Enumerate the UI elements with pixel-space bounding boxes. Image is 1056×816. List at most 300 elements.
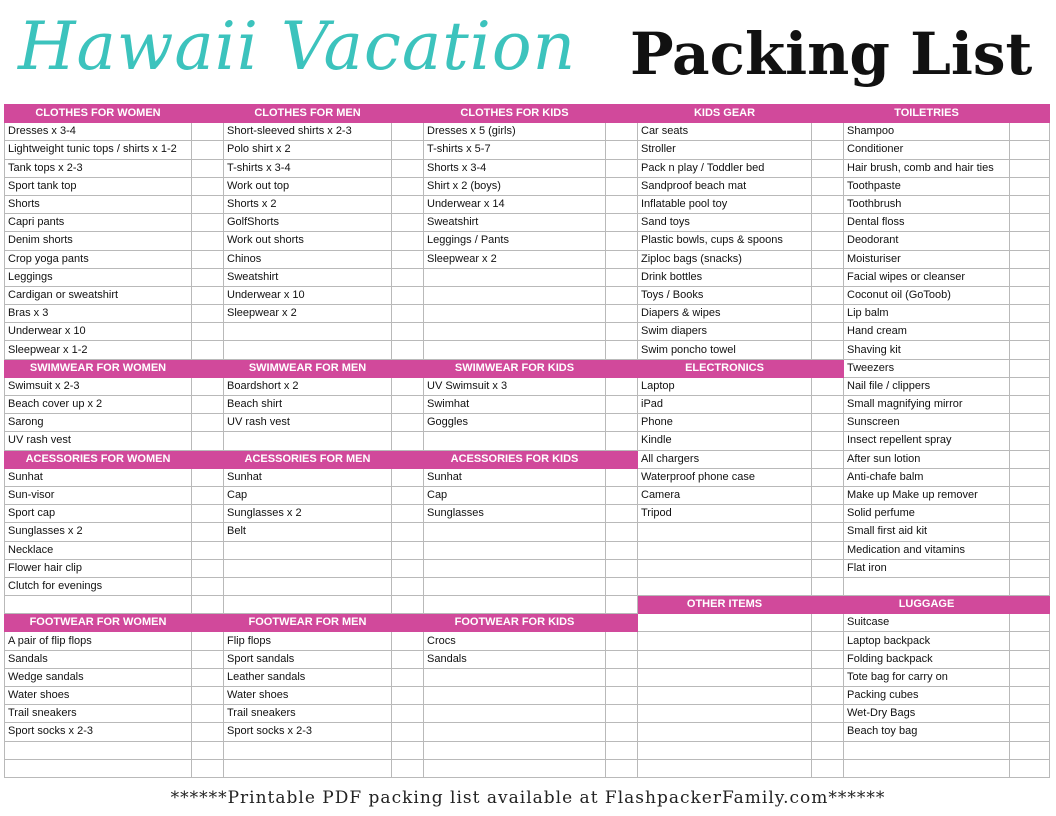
check-cell [606, 177, 638, 195]
item-cell [224, 577, 392, 595]
item-cell: Dresses x 5 (girls) [424, 123, 606, 141]
check-cell [812, 141, 844, 159]
item-cell: Shaving kit [844, 341, 1010, 359]
check-cell [192, 741, 224, 759]
item-cell: Sand toys [638, 214, 812, 232]
check-cell [812, 468, 844, 486]
section-header: FOOTWEAR FOR MEN [224, 614, 392, 632]
section-header: TOILETRIES [844, 105, 1010, 123]
check-cell [606, 432, 638, 450]
check-cell [192, 559, 224, 577]
table-row [5, 541, 1050, 559]
item-cell [424, 286, 606, 304]
item-cell [844, 577, 1010, 595]
check-cell [392, 432, 424, 450]
item-cell [424, 323, 606, 341]
item-cell: Clutch for evenings [5, 577, 192, 595]
check-cell [392, 759, 424, 777]
check-cell [1010, 141, 1050, 159]
check-cell [606, 759, 638, 777]
section-header-fill [392, 359, 424, 377]
item-cell: Short-sleeved shirts x 2-3 [224, 123, 392, 141]
check-cell [606, 687, 638, 705]
check-cell [606, 341, 638, 359]
table-row [5, 414, 1050, 432]
check-cell [192, 250, 224, 268]
item-cell [638, 577, 812, 595]
check-cell [392, 341, 424, 359]
item-cell [424, 305, 606, 323]
check-cell [392, 141, 424, 159]
item-cell: Insect repellent spray [844, 432, 1010, 450]
check-cell [192, 141, 224, 159]
check-cell [392, 195, 424, 213]
item-cell [638, 687, 812, 705]
check-cell [392, 577, 424, 595]
section-header: ACESSORIES FOR MEN [224, 450, 392, 468]
item-cell: Shorts x 3-4 [424, 159, 606, 177]
item-cell: Anti-chafe balm [844, 468, 1010, 486]
check-cell [812, 723, 844, 741]
item-cell: Lip balm [844, 305, 1010, 323]
table-row [5, 505, 1050, 523]
item-cell: Bras x 3 [5, 305, 192, 323]
item-cell: Tweezers [844, 359, 1010, 377]
item-cell: Denim shorts [5, 232, 192, 250]
table-row [5, 687, 1050, 705]
item-cell: Underwear x 10 [224, 286, 392, 304]
table-row [5, 268, 1050, 286]
item-cell [224, 759, 392, 777]
item-cell [424, 523, 606, 541]
item-cell: Water shoes [5, 687, 192, 705]
item-cell: Laptop [638, 377, 812, 395]
item-cell [424, 559, 606, 577]
section-header-fill [812, 105, 844, 123]
check-cell [1010, 232, 1050, 250]
check-cell [812, 432, 844, 450]
check-cell [812, 414, 844, 432]
check-cell [1010, 577, 1050, 595]
check-cell [192, 414, 224, 432]
item-cell [638, 541, 812, 559]
check-cell [1010, 414, 1050, 432]
packing-list-table [4, 104, 1050, 778]
check-cell [606, 668, 638, 686]
item-cell: Swimsuit x 2-3 [5, 377, 192, 395]
item-cell: Cap [424, 486, 606, 504]
check-cell [1010, 432, 1050, 450]
item-cell: Boardshort x 2 [224, 377, 392, 395]
table-row [5, 650, 1050, 668]
item-cell: Sport cap [5, 505, 192, 523]
check-cell [1010, 650, 1050, 668]
check-cell [192, 286, 224, 304]
table-row [5, 195, 1050, 213]
check-cell [1010, 486, 1050, 504]
check-cell [812, 577, 844, 595]
check-cell [1010, 541, 1050, 559]
table-row [5, 305, 1050, 323]
item-cell [638, 614, 812, 632]
check-cell [1010, 723, 1050, 741]
item-cell: Laptop backpack [844, 632, 1010, 650]
item-cell: Chinos [224, 250, 392, 268]
check-cell [392, 486, 424, 504]
item-cell: Shorts [5, 195, 192, 213]
item-cell: Cardigan or sweatshirt [5, 286, 192, 304]
item-cell: Cap [224, 486, 392, 504]
item-cell [638, 668, 812, 686]
table-row [5, 632, 1050, 650]
check-cell [1010, 359, 1050, 377]
item-cell: Small first aid kit [844, 523, 1010, 541]
check-cell [1010, 123, 1050, 141]
item-cell [424, 577, 606, 595]
item-cell: Crocs [424, 632, 606, 650]
check-cell [192, 523, 224, 541]
item-cell: T-shirts x 3-4 [224, 159, 392, 177]
item-cell: Hair brush, comb and hair ties [844, 159, 1010, 177]
item-cell: Belt [224, 523, 392, 541]
check-cell [1010, 305, 1050, 323]
item-cell: GolfShorts [224, 214, 392, 232]
check-cell [192, 596, 224, 614]
check-cell [606, 650, 638, 668]
check-cell [812, 250, 844, 268]
section-header: OTHER ITEMS [638, 596, 812, 614]
section-header-fill [812, 359, 844, 377]
check-cell [392, 505, 424, 523]
item-cell: Phone [638, 414, 812, 432]
check-cell [392, 159, 424, 177]
table-row [5, 232, 1050, 250]
table-row [5, 759, 1050, 777]
check-cell [606, 123, 638, 141]
check-cell [812, 650, 844, 668]
section-header-fill [1010, 105, 1050, 123]
check-cell [1010, 396, 1050, 414]
item-cell [638, 723, 812, 741]
check-cell [812, 486, 844, 504]
item-cell: Necklace [5, 541, 192, 559]
check-cell [812, 177, 844, 195]
section-header: ELECTRONICS [638, 359, 812, 377]
check-cell [812, 268, 844, 286]
check-cell [192, 195, 224, 213]
item-cell: Sunglasses x 2 [5, 523, 192, 541]
item-cell [224, 341, 392, 359]
check-cell [1010, 614, 1050, 632]
footer-note: ******Printable PDF packing list available at FlashpackerFamily.com****** [170, 788, 886, 808]
check-cell [392, 541, 424, 559]
item-cell: Sunhat [224, 468, 392, 486]
check-cell [606, 159, 638, 177]
item-cell: Shampoo [844, 123, 1010, 141]
check-cell [606, 559, 638, 577]
check-cell [192, 214, 224, 232]
check-cell [1010, 268, 1050, 286]
item-cell: Sandals [5, 650, 192, 668]
check-cell [1010, 687, 1050, 705]
table-row [5, 341, 1050, 359]
item-cell [224, 559, 392, 577]
table-row [5, 559, 1050, 577]
item-cell: Shirt x 2 (boys) [424, 177, 606, 195]
item-cell: Pack n play / Toddler bed [638, 159, 812, 177]
check-cell [392, 741, 424, 759]
item-cell: Sport tank top [5, 177, 192, 195]
check-cell [606, 468, 638, 486]
item-cell: Toothbrush [844, 195, 1010, 213]
check-cell [606, 632, 638, 650]
table-row [5, 432, 1050, 450]
item-cell: Make up Make up remover [844, 486, 1010, 504]
section-header-fill [192, 359, 224, 377]
item-cell: Drink bottles [638, 268, 812, 286]
check-cell [812, 286, 844, 304]
check-cell [392, 650, 424, 668]
item-cell: Stroller [638, 141, 812, 159]
check-cell [192, 687, 224, 705]
item-cell: Toys / Books [638, 286, 812, 304]
check-cell [392, 632, 424, 650]
item-cell: Sun-visor [5, 486, 192, 504]
check-cell [1010, 450, 1050, 468]
item-cell [424, 596, 606, 614]
check-cell [192, 486, 224, 504]
item-cell: Car seats [638, 123, 812, 141]
item-cell [424, 668, 606, 686]
item-cell: Solid perfume [844, 505, 1010, 523]
section-header: LUGGAGE [844, 596, 1010, 614]
item-cell: Waterproof phone case [638, 468, 812, 486]
table-row [5, 377, 1050, 395]
item-cell: Flower hair clip [5, 559, 192, 577]
item-cell [424, 741, 606, 759]
item-cell: Tripod [638, 505, 812, 523]
table-row [5, 741, 1050, 759]
item-cell: Swim diapers [638, 323, 812, 341]
item-cell: Small magnifying mirror [844, 396, 1010, 414]
check-cell [606, 214, 638, 232]
check-cell [192, 468, 224, 486]
check-cell [812, 559, 844, 577]
item-cell: A pair of flip flops [5, 632, 192, 650]
check-cell [192, 650, 224, 668]
check-cell [392, 123, 424, 141]
check-cell [606, 541, 638, 559]
check-cell [1010, 705, 1050, 723]
item-cell: Sweatshirt [424, 214, 606, 232]
check-cell [1010, 559, 1050, 577]
check-cell [812, 632, 844, 650]
check-cell [392, 596, 424, 614]
check-cell [1010, 214, 1050, 232]
item-cell [638, 632, 812, 650]
item-cell [638, 759, 812, 777]
check-cell [606, 305, 638, 323]
item-cell: Kindle [638, 432, 812, 450]
item-cell [424, 723, 606, 741]
check-cell [812, 705, 844, 723]
check-cell [812, 614, 844, 632]
check-cell [812, 305, 844, 323]
item-cell: Tank tops x 2-3 [5, 159, 192, 177]
check-cell [392, 323, 424, 341]
check-cell [812, 377, 844, 395]
item-cell: Crop yoga pants [5, 250, 192, 268]
item-cell: UV Swimsuit x 3 [424, 377, 606, 395]
check-cell [192, 232, 224, 250]
item-cell [638, 705, 812, 723]
check-cell [606, 505, 638, 523]
check-cell [192, 377, 224, 395]
table-row [5, 450, 1050, 468]
item-cell: Flat iron [844, 559, 1010, 577]
item-cell [638, 741, 812, 759]
check-cell [812, 523, 844, 541]
item-cell: Goggles [424, 414, 606, 432]
check-cell [192, 123, 224, 141]
check-cell [392, 286, 424, 304]
item-cell [224, 323, 392, 341]
check-cell [392, 232, 424, 250]
item-cell: Sarong [5, 414, 192, 432]
item-cell [844, 759, 1010, 777]
check-cell [606, 232, 638, 250]
title-bold: Packing List [630, 20, 1033, 88]
check-cell [192, 668, 224, 686]
item-cell: Flip flops [224, 632, 392, 650]
item-cell: Sunhat [5, 468, 192, 486]
item-cell: Toothpaste [844, 177, 1010, 195]
item-cell: Sandproof beach mat [638, 177, 812, 195]
check-cell [606, 286, 638, 304]
title-script: Hawaii Vacation [18, 8, 577, 85]
item-cell: Sunhat [424, 468, 606, 486]
check-cell [1010, 523, 1050, 541]
table-row [5, 214, 1050, 232]
item-cell: Tote bag for carry on [844, 668, 1010, 686]
section-header-fill [606, 614, 638, 632]
section-header-fill [606, 450, 638, 468]
check-cell [812, 668, 844, 686]
item-cell: Polo shirt x 2 [224, 141, 392, 159]
item-cell: Wet-Dry Bags [844, 705, 1010, 723]
item-cell: Underwear x 14 [424, 195, 606, 213]
section-header-fill [392, 105, 424, 123]
section-header-fill [192, 614, 224, 632]
item-cell: Beach toy bag [844, 723, 1010, 741]
table-row [5, 705, 1050, 723]
section-header: FOOTWEAR FOR WOMEN [5, 614, 192, 632]
item-cell: Swim poncho towel [638, 341, 812, 359]
item-cell: Plastic bowls, cups & spoons [638, 232, 812, 250]
item-cell [424, 687, 606, 705]
item-cell: Nail file / clippers [844, 377, 1010, 395]
item-cell: Suitcase [844, 614, 1010, 632]
item-cell: Coconut oil (GoToob) [844, 286, 1010, 304]
item-cell [424, 341, 606, 359]
item-cell: Sunglasses x 2 [224, 505, 392, 523]
check-cell [606, 577, 638, 595]
item-cell: Dresses x 3-4 [5, 123, 192, 141]
check-cell [812, 195, 844, 213]
item-cell [224, 741, 392, 759]
item-cell [5, 759, 192, 777]
section-header-fill [192, 105, 224, 123]
check-cell [606, 523, 638, 541]
table-row [5, 596, 1050, 614]
item-cell: Conditioner [844, 141, 1010, 159]
check-cell [812, 232, 844, 250]
check-cell [192, 268, 224, 286]
item-cell: Swimhat [424, 396, 606, 414]
check-cell [392, 523, 424, 541]
check-cell [192, 723, 224, 741]
check-cell [192, 577, 224, 595]
check-cell [812, 396, 844, 414]
check-cell [192, 305, 224, 323]
page-title [0, 8, 1056, 98]
check-cell [812, 741, 844, 759]
check-cell [392, 377, 424, 395]
check-cell [606, 250, 638, 268]
item-cell: Packing cubes [844, 687, 1010, 705]
table-row [5, 614, 1050, 632]
item-cell: Sleepwear x 2 [424, 250, 606, 268]
check-cell [1010, 505, 1050, 523]
check-cell [1010, 377, 1050, 395]
check-cell [192, 177, 224, 195]
item-cell: UV rash vest [224, 414, 392, 432]
check-cell [606, 323, 638, 341]
item-cell: Shorts x 2 [224, 195, 392, 213]
section-header: CLOTHES FOR KIDS [424, 105, 606, 123]
item-cell [638, 523, 812, 541]
item-cell: Hand cream [844, 323, 1010, 341]
item-cell: Sandals [424, 650, 606, 668]
item-cell: iPad [638, 396, 812, 414]
item-cell: Sleepwear x 2 [224, 305, 392, 323]
item-cell: Capri pants [5, 214, 192, 232]
section-header: ACESSORIES FOR KIDS [424, 450, 606, 468]
table-row [5, 577, 1050, 595]
item-cell: Sunscreen [844, 414, 1010, 432]
item-cell [224, 541, 392, 559]
item-cell: Beach cover up x 2 [5, 396, 192, 414]
item-cell: After sun lotion [844, 450, 1010, 468]
item-cell: Deodorant [844, 232, 1010, 250]
item-cell: Sweatshirt [224, 268, 392, 286]
check-cell [1010, 286, 1050, 304]
section-header-fill [606, 359, 638, 377]
section-header-fill [606, 105, 638, 123]
item-cell [844, 741, 1010, 759]
table-row [5, 286, 1050, 304]
item-cell: Dental floss [844, 214, 1010, 232]
section-header: CLOTHES FOR MEN [224, 105, 392, 123]
check-cell [192, 159, 224, 177]
section-header-fill [192, 450, 224, 468]
check-cell [1010, 341, 1050, 359]
check-cell [192, 759, 224, 777]
check-cell [392, 396, 424, 414]
check-cell [1010, 177, 1050, 195]
check-cell [606, 195, 638, 213]
item-cell: All chargers [638, 450, 812, 468]
